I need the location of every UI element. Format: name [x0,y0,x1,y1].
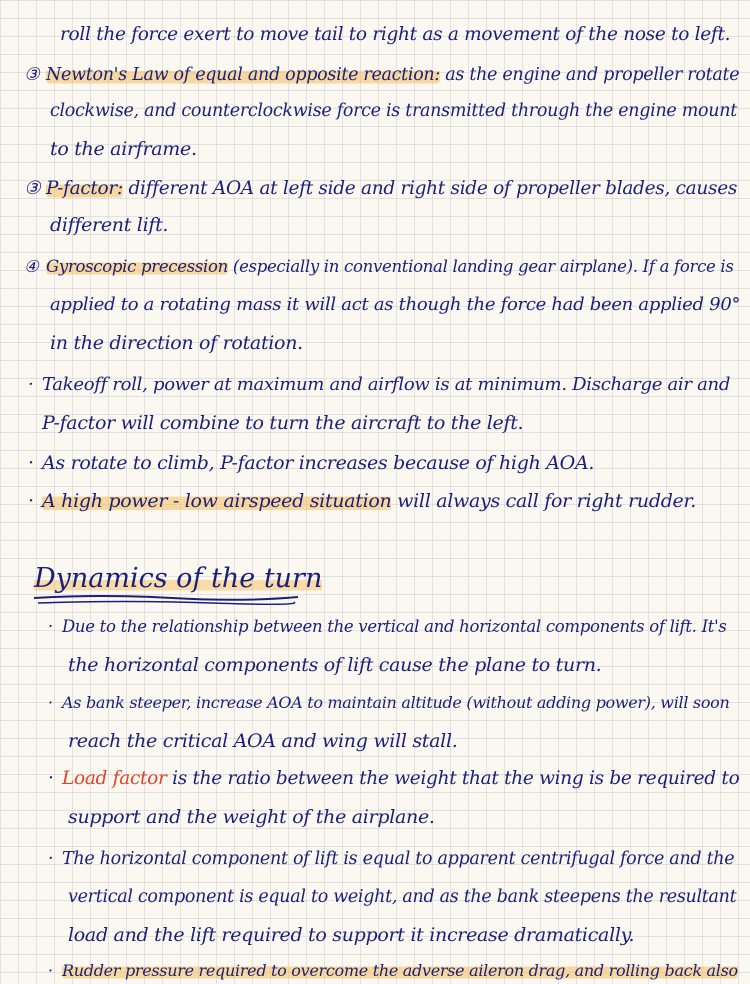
note-text: reach the critical AOA and wing will stall. [68,730,458,752]
heading-underline [32,592,302,606]
bullet: · [48,768,54,789]
turn-line-7 [48,846,734,872]
item-number: ④ [24,257,39,276]
item-number: ③ [24,178,41,199]
note-text: P-factor will combine to turn the aircraft to the left. [42,412,524,434]
note-line-6 [50,212,168,238]
turn-line-5 [48,766,739,792]
note-line-8 [50,292,740,318]
note-text: load and the lift required to support it increase dramatically. [68,924,635,946]
highlighted-text: P-factor: [46,178,123,199]
note-line-2 [24,62,739,88]
bullet: · [28,374,34,395]
bullet: · [28,490,34,512]
highlighted-text: A high power - low airspeed situation [42,490,392,512]
bullet: · [48,617,53,636]
turn-line-4 [68,728,457,754]
turn-line-1 [48,614,727,640]
note-text: vertical component is equal to weight, and as the bank steepens the resultant [68,887,737,907]
bullet: · [48,961,53,980]
note-line-9 [50,330,303,356]
note-text: is the ratio between the weight that the wing is be required to [166,768,740,789]
note-text: applied to a rotating mass it will act as though the force had been applied 90° [50,294,741,315]
note-text: the horizontal components of lift cause the plane to turn. [68,654,602,676]
red-term: Load factor [62,768,167,789]
note-text: As bank steeper, increase AOA to maintain altitude (without adding power), will soon [62,693,730,712]
turn-line-8 [68,884,736,910]
note-text: as the engine and propeller rotate [440,65,740,85]
turn-line-9 [68,922,634,948]
note-text: different lift. [50,214,169,236]
bullet: · [48,849,54,869]
section-heading [34,562,322,596]
bullet: · [28,452,34,474]
turn-line-3 [48,690,730,716]
note-text: different AOA at left side and right side of propeller blades, causes [122,178,738,199]
note-line-3 [50,98,737,124]
note-text: The horizontal component of lift is equal to apparent centrifugal force and the [62,849,735,869]
note-text: Due to the relationship between the vertical and horizontal components of lift. It's [62,617,727,636]
highlighted-text: Newton's Law of equal and opposite reaction: [46,65,441,85]
note-text: Takeoff roll, power at maximum and airflow is at minimum. Discharge air and [42,374,731,395]
note-line-12 [28,450,594,476]
note-line-1 [60,22,730,48]
note-line-4 [50,136,197,162]
note-line-5 [24,176,737,202]
note-line-11 [42,410,523,436]
heading-text: Dynamics of the turn [34,563,323,594]
highlighted-text: Rudder pressure required to overcome the adverse aileron drag, and rolling back also [62,961,738,980]
note-line-7 [24,254,734,280]
note-text: As rotate to climb, P-factor increases because of high AOA. [42,452,595,474]
turn-line-10 [48,958,738,984]
note-text: clockwise, and counterclockwise force is transmitted through the engine mount [50,101,737,121]
note-text: (especially in conventional landing gear airplane). If a force is [227,257,734,276]
note-text: will always call for right rudder. [391,490,696,512]
note-text: to the airframe. [50,138,197,160]
note-text: in the direction of rotation. [50,332,303,354]
bullet: · [48,693,53,712]
note-text: support and the weight of the airplane. [68,806,435,828]
highlighted-text: Gyroscopic precession [46,257,228,276]
note-line-10 [28,372,730,398]
note-text: roll the force exert to move tail to right as a movement of the nose to left. [60,24,731,45]
turn-line-2 [68,652,601,678]
note-line-13 [28,488,696,514]
turn-line-6 [68,804,435,830]
item-number: ③ [24,65,40,85]
